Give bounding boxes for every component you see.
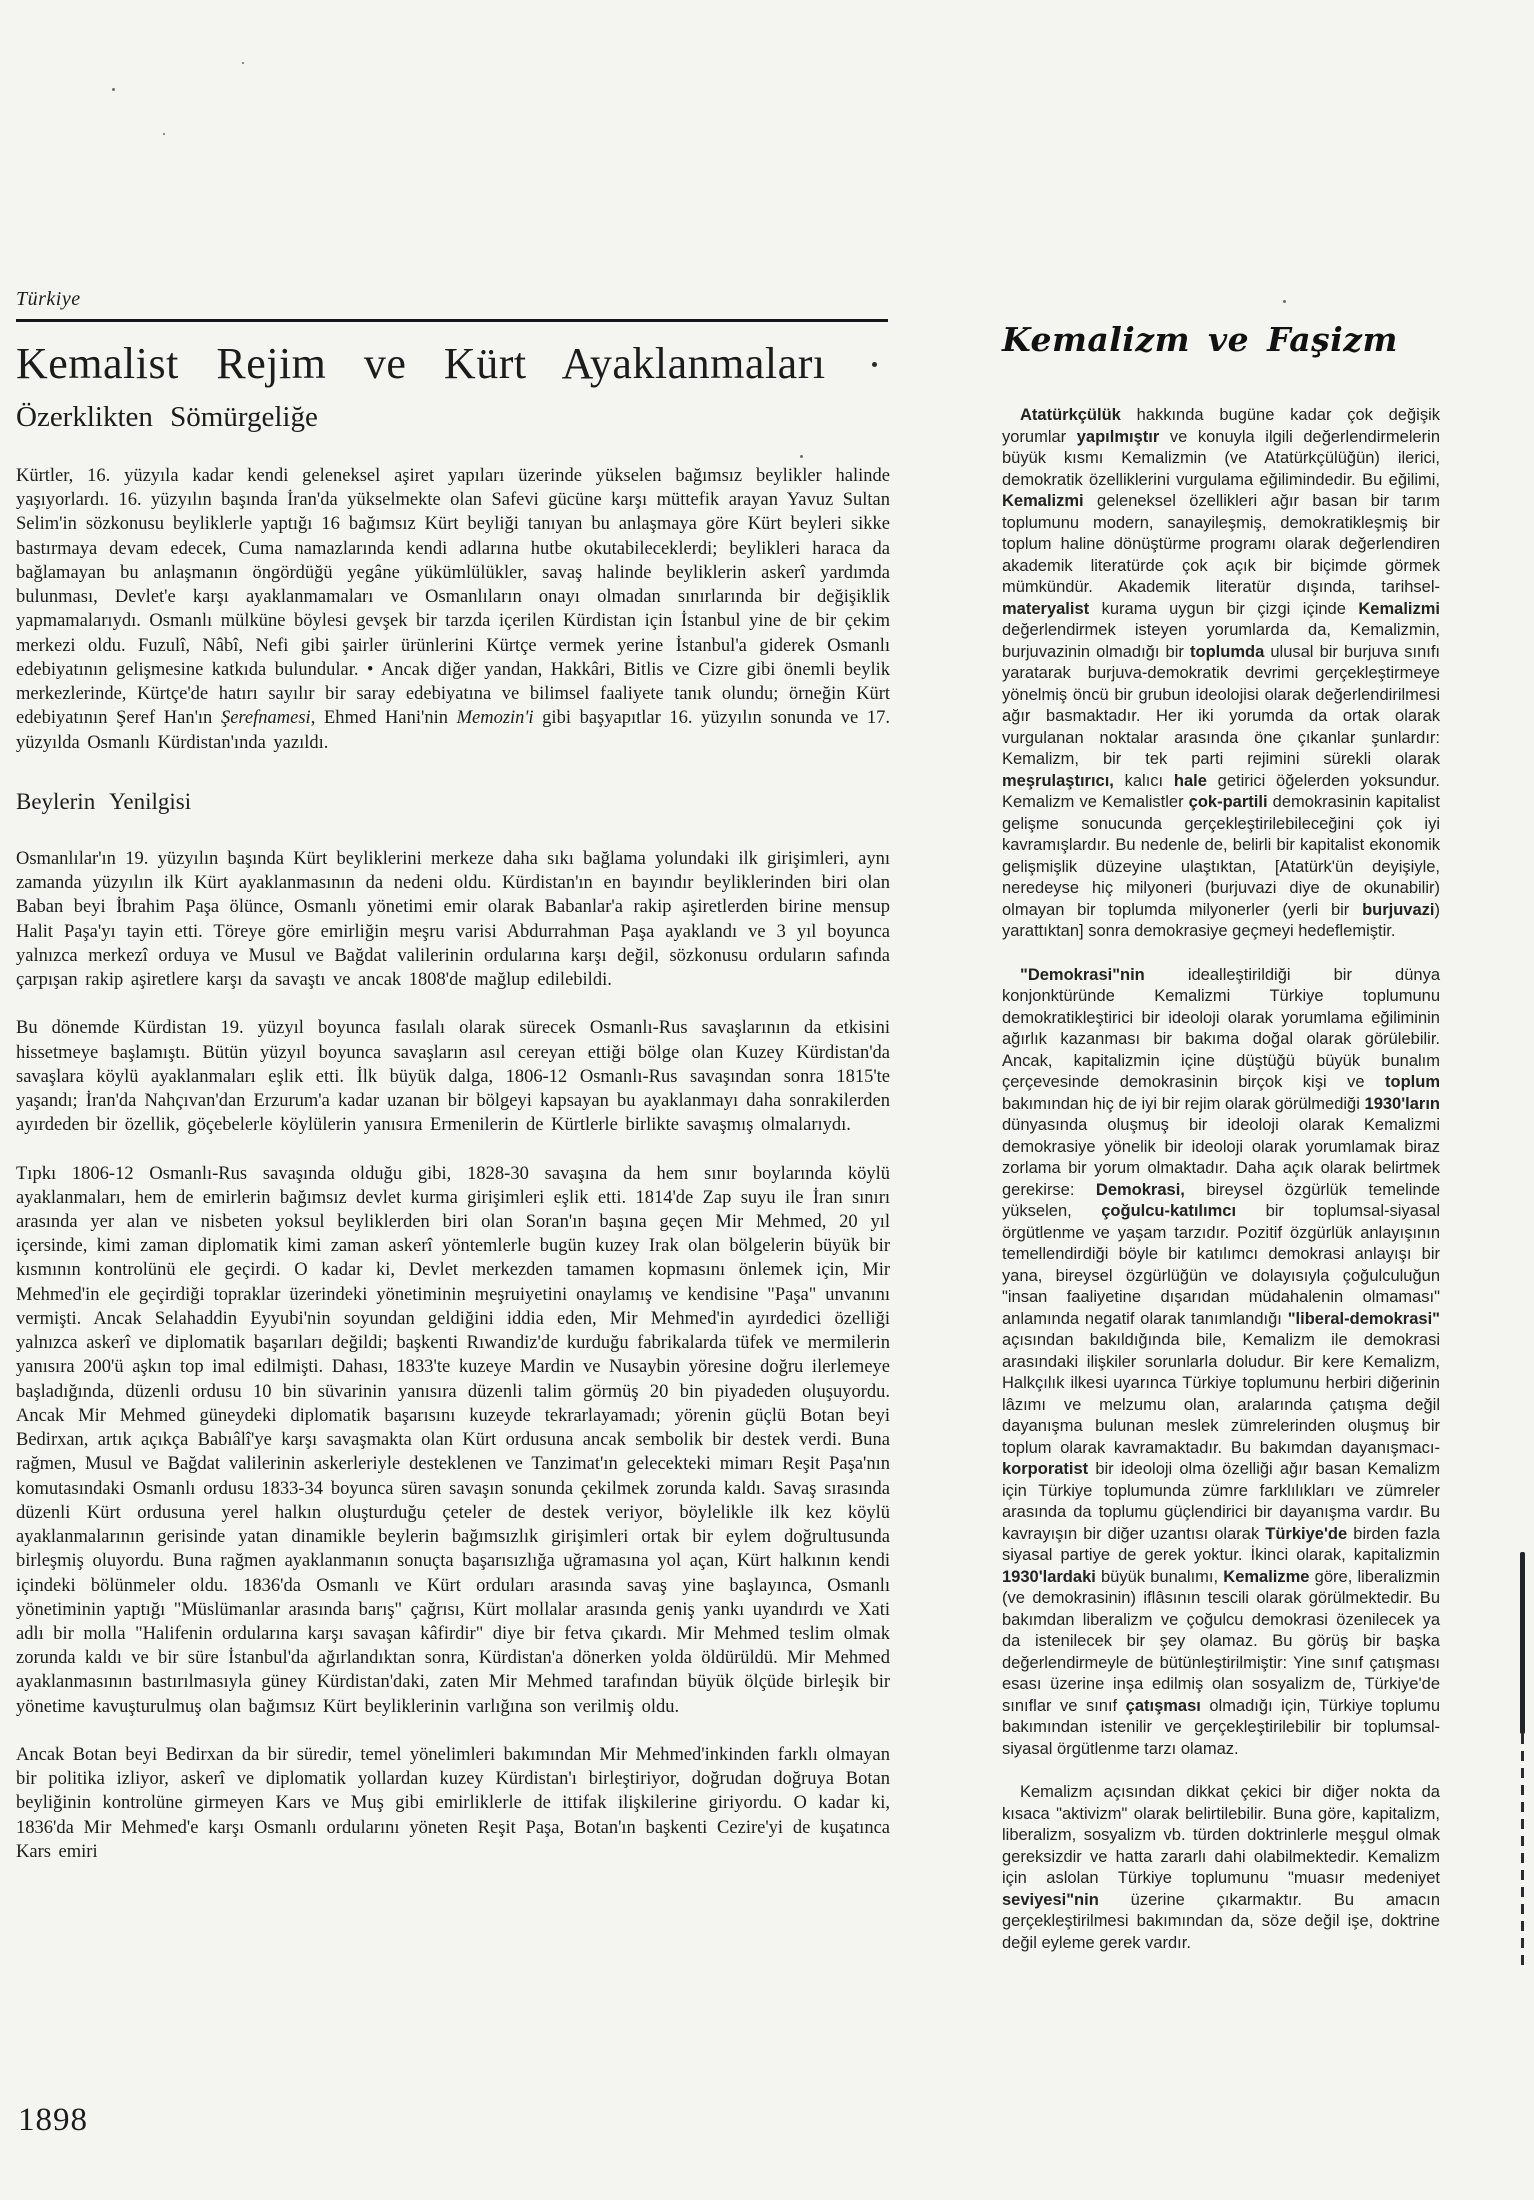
- text-segment: Atatürkçülük: [1020, 406, 1121, 424]
- text-segment: toplumda: [1190, 642, 1265, 661]
- text-segment: demokrasinin kapitalist gelişme sonucunda gerçekleştirilebileceğini çok iyi kavramışlardır. Bu nedenle de, belirli bir kapitalist ekonomik gelişmişlik düzeyine ulaştıktan, [Atatürk'ün deyişiyle, neredeyse hiç milyoneri (burjuvazi diye de okunabilir) olmayan bir toplumda milyonerler (yerli bir: [1002, 793, 1440, 919]
- article-body: [16, 464, 890, 1864]
- text-segment: üzerine çıkarmaktır. Bu amacın gerçekleştirilmesi bakımından da, söze değil işe, doktrine değil eyleme gerek vardır.: [1002, 1890, 1440, 1952]
- text-segment: birden fazla siyasal partiye de gerek yoktur. İkinci olarak, kapitalizmin: [1002, 1524, 1440, 1564]
- text-segment: hale: [1173, 771, 1207, 790]
- text-segment: gibi başyapıtlar 16. yüzyılın sonunda ve 17. yüzyılda Osmanlı Kürdistan'ında yazıldı.: [16, 708, 890, 753]
- article-paragraph: [16, 1743, 890, 1864]
- text-segment: geleneksel özellikleri ağır basan bir tarım toplumunu modern, sanayileşmiş, demokratikleşmiş bir toplum haline dönüştürme programı olarak değerlendiren akademik literatürde çok açık bir biçimde görmek mümkündür. Akademik literatür dışında, tarihsel-: [1002, 492, 1440, 596]
- text-segment: "liberal-demokrasi": [1287, 1309, 1440, 1328]
- text-segment: çoğulcu-katılımcı: [1101, 1202, 1237, 1220]
- text-segment: bir toplumsal-siyasal örgütlenme ve yaşam tarzıdır. Pozitif özgürlük anlayışının temellendirdiği böyle bir katılımcı demokrasi anlayışı bir yana, bireysel özgürlüğün ve dolayısıyla çoğulculuğun "insan faaliyetine dışarıdan müdahalenin olmaması" anlamında negatif olarak tanımlandığı: [1002, 1202, 1440, 1328]
- sidebar-article: [1002, 320, 1440, 1976]
- text-segment: çatışması: [1125, 1696, 1201, 1715]
- text-segment: 1930'lardaki: [1002, 1567, 1096, 1586]
- text-segment: materyalist: [1002, 599, 1090, 618]
- scan-speck: [800, 455, 803, 458]
- text-segment: hakkında bugüne kadar çok değişik yorumlar: [1002, 406, 1440, 446]
- sidebar-paragraph: [1002, 1782, 1440, 1954]
- scan-speck: [112, 88, 115, 91]
- text-segment: Bu dönemde Kürdistan 19. yüzyıl boyunca fasılalı olarak sürecek Osmanlı-Rus savaşlarının da etkisini hissetmeye başlamıştı. Bütün yüzyıl boyunca savaşların asıl cereyan ettiği bölge olan Kuzey Kürdistan'da savaşlara köylü ayaklanmaları eşlik etti. İlk büyük dalga, 1806-12 Osmanlı-Rus savaşından sonra 1815'te yaşandı; İran'da Nahçıvan'dan Erzurum'a kadar uzanan bir bölgeyi kapsayan bu ayaklanmayı daha sonrakilerden ayırdeden bir özellik, göçebelerle köylülerin yanısıra Ermenilerin de Kürtlerle birlikte savaşmış olmalarıydı.: [16, 1018, 890, 1136]
- sidebar-body: [1002, 405, 1440, 1954]
- sidebar-paragraph: [1002, 405, 1440, 943]
- text-segment: Kemalizmi: [1002, 492, 1084, 510]
- text-segment: getirici öğelerden yoksundur. Kemalizm ve Kemalistler: [1002, 771, 1440, 811]
- text-segment: seviyesi"nin: [1002, 1890, 1099, 1909]
- text-segment: Türkiye'de: [1265, 1524, 1348, 1543]
- page-number: 1898: [18, 2102, 88, 2138]
- text-segment: bir ideoloji olma özelliği ağır basan Kemalizm için Türkiye toplumunda zümre farklılıkları ve zümreler arasında da toplumu güçlendirici bir dayanışma vardır. Bu kavrayışın bir diğer uzantısı olarak: [1002, 1460, 1440, 1543]
- text-segment: değerlendirmek isteyen yorumlarda da, Kemalizmin, burjuvazinin olmadığı bir: [1002, 621, 1440, 661]
- text-segment: Şerefnamesi: [220, 708, 311, 729]
- text-segment: büyük bunalımı,: [1095, 1567, 1224, 1586]
- text-segment: dünyasında oluşmuş bir ideoloji olarak Kemalizmi demokrasiye yönelik bir ideoloji olarak yorumlamak biraz zorlama bir yorum olmaktadır. Daha açık olarak belirtmek gerekirse:: [1002, 1116, 1440, 1199]
- scan-artifact-dashes: [1521, 1734, 1524, 1972]
- text-segment: korporatist: [1002, 1460, 1089, 1478]
- main-article: [16, 288, 890, 1888]
- text-segment: kalıcı: [1113, 771, 1174, 790]
- text-segment: kurama uygun bir çizgi içinde: [1089, 599, 1359, 618]
- text-segment: burjuvazi: [1362, 900, 1435, 919]
- text-segment: 1930'ların: [1364, 1094, 1440, 1113]
- article-paragraph: [16, 1162, 890, 1719]
- text-segment: yapılmıştır: [1076, 427, 1160, 446]
- text-segment: meşrulaştırıcı,: [1002, 771, 1114, 790]
- text-segment: Kürtler, 16. yüzyıla kadar kendi geleneksel aşiret yapıları üzerinde yükselen bağımsız beylikler halinde yaşıyorlardı. 16. yüzyılın başında İran'da yükselmekte olan Safevi gücüne karşı müttefik arayan Yavuz Sultan Selim'in sözkonusu beyliklerle yaptığı 16 bağımsız Kürt beyliği tanıyan bu anlaşmaya göre Kürt beyleri sikke bastırmaya devam edecek, Cuma namazlarında kendi adlarına hutbe okutabileceklerdi; beylikleri haraca da bağlamayan bu anlaşmanın öngördüğü yegâne yükümlülükler, savaş halinde beyliklerin askerî yardımda bulunması, Devlet'e karşı ayaklanmamaları ve Osmanlıların onayı olmadan sınırlarında bir değişiklik yapmamalarıydı. Osmanlı mülküne böylesi gevşek bir tarzda içerilen Kürdistan için İstanbul yine de bir çekim merkezi oldu. Fuzulî, Nâbî, Nefi gibi şairler ürünlerini Kürtçe vermek yerine İstanbul'a giderek Osmanlı edebiyatının gelişmesine katkıda bulundular. • Ancak diğer yandan, Hakkâri, Bitlis ve Cizre gibi önemli beylik merkezlerinde, Kürtçe'de hatırı sayılır bir saray edebiyatına ve bilimsel faaliyete tanık olundu; örneğin Kürt edebiyatının Şeref Han'ın: [16, 466, 890, 729]
- scan-speck: [242, 62, 244, 64]
- article-paragraph: [16, 464, 890, 755]
- sidebar-heading: Kemalizm ve Faşizm: [1002, 320, 1398, 359]
- text-segment: Kemalizme: [1223, 1567, 1310, 1586]
- text-segment: Kemalizm açısından dikkat çekici bir diğer nokta da kısaca "aktivizm" olarak belirtilebilir. Buna göre, kapitalizm, liberalizm, sosyalizm vb. türden doktrinlerle meşgul olmak gereksizdir ve hatta zararlı dahi olabilmektedir. Kemalizm için aslolan Türkiye toplumunu "muasır medeniyet: [1002, 1783, 1440, 1887]
- text-segment: çok-partili: [1188, 793, 1268, 811]
- text-segment: "Demokrasi"nin: [1020, 965, 1145, 984]
- text-segment: göre, liberalizmin (ve demokrasinin) iflâsının tescili olarak görülmektedir. Bu bakımdan liberalizm ve çoğulcu demokrasi özenilecek ya da istenilecek bir şey olamaz. Bu görüş bir başka değerlendirmeyle de bütünleştirilmiştir: Yine sınıf çatışması esası üzerine inşa edilmiş olan sosyalizm de, Türkiye'de sınıflar ve sınıf: [1002, 1567, 1440, 1715]
- text-segment: Tıpkı 1806-12 Osmanlı-Rus savaşında olduğu gibi, 1828-30 savaşına da hem sınır boylarında köylü ayaklanmaları, hem de emirlerin bağımsız devlet kurma girişimleri eşlik etti. 1814'de Zap suyu ile İran sınırı arasında yer alan ve nisbeten yoksul beyliklerden biri olan Soran'ın başına geçen Mir Mehmed, 20 yıl içersinde, kimi zaman diplomatik kimi zaman askerî yöntemlerle bugün kuzey Irak olan bölgelerin büyük bir kısmının kontrolünü ele geçirdi. O kadar ki, Devlet merkezden tamamen kopmasını önlemek için, Mir Mehmed'in ele geçirdiği topraklar üzerindeki yönetiminin meşruiyetini onaylamış ve kendisine "Paşa" unvanını vermişti. Ancak Selahaddin Eyyubi'nin soyundan geldiğini iddia eden, Mir Mehmed'in ayırdedici özelliği yalnızca askerî ve diplomatik başarıları değildi; başkenti Rıwandiz'de kurduğu fabrikalarda tüfek ve mermilerin yanısıra 200'ü aşkın top imal edilmişti. Dahası, 1833'te kuzeye Mardin ve Nusaybin yöresine doğru ilerlemeye başladığında, düzenli ordusu 10 bin süvarinin yanısıra düzenli talim görmüş 20 bin piyadeden oluşuyordu. Ancak Mir Mehmed güneydeki diplomatik başarısını kuzeyde tekrarlayamadı; yörenin güçlü Botan beyi Bedirxan, artık açıkça Babıâlî'ye karşı savaşmakta olan Kürt ordusuna ancak sembolik bir destek verdi. Buna rağmen, Musul ve Bağdat valilerinin askerleriyle desteklenen ve Tanzimat'ın gelecekteki mimarı Reşit Paşa'nın komutasındaki Osmanlı ordusu 1833-34 boyunca süren savaşın sonunda çekilmek zorunda kaldı. Savaş sırasında düzenli Kürt ordusuna yerel halkın oluşturduğu çeteler de destek veriyor, böylelikle ilk kez köylü ayaklanmalarının gerisinde yatan dinamikle beylerin bağımsızlık girişimleri ortak bir eylem doğrultusunda birleşmiş oluyordu. Buna rağmen ayaklanmanın sonuçta başarısızlığa uğramasına yol açan, Kürt halkının kendi içindeki bölünmeler oldu. 1836'da Osmanlı ve Kürt orduları arasında savaş yine başlayınca, Osmanlı yönetiminin yaptığı "Müslümanlar arasında barış" çağrısı, Kürt mollalar arasında geniş yankı uyandırdı ve Xati adlı bir molla "Halifenin ordularına karşı savaşan kâfirdir" diye bir fetva çıkardı. Mir Mehmed teslim olmak zorunda kaldı ve bir süre İstanbul'da ağırlandıktan sonra, Kürdistan'a dönerken yolda öldürüldü. Mir Mehmed ayaklanmasının bastırılmasıyla güney Kürdistan'daki, zaten Mir Mehmed tarafından büyük ölçüde birleşik bir yönetime kavuşturulmuş olan bağımsız Kürt beyliklerinin varlığına son verilmiş oldu.: [16, 1163, 890, 1717]
- article-subtitle: Özerklikten Sömürgeliğe: [16, 401, 318, 433]
- text-segment: bakımından hiç de iyi bir rejim olarak görülmediği: [1002, 1094, 1365, 1113]
- scan-speck: [872, 362, 877, 367]
- text-segment: toplum: [1385, 1073, 1440, 1091]
- text-segment: Osmanlılar'ın 19. yüzyılın başında Kürt beyliklerini merkeze daha sıkı bağlama yolundaki ilk girişimleri, aynı zamanda yüzyılın ilk Kürt ayaklanmasının da nedeni oldu. Kürdistan'ın en bayındır beyliklerinden biri olan Baban beyi İbrahim Paşa ölünce, Osmanlı yönetimi emir olarak Babanlar'a rakip aşiretlerden birine mensup Halit Paşa'yı tayin etti. Töreye göre emirliğin meşru varisi Abdurrahman Paşa ayaklandı ve 3 yıl boyunca yalnızca merkezî orduya ve Musul ve Bağdat valilerinin ordularına karşı değil, sözkonusu orduların safında çarpışan rakip aşiretlere karşı da savaştı ve ancak 1808'de mağlup edilebildi.: [16, 848, 890, 991]
- text-segment: ve konuyla ilgili değerlendirmelerin büyük kısmı Kemalizmin (ve Atatürkçülüğün) ilerici, demokratik özelliklerini vurgulama eğilimindedir. Bu eğilimi,: [1002, 427, 1440, 489]
- section-heading: Beylerin Yenilgisi: [16, 788, 192, 814]
- section-label: Türkiye: [16, 288, 81, 310]
- article-title: Kemalist Rejim ve Kürt Ayaklanmaları: [16, 339, 826, 388]
- text-segment: olmadığı için, Türkiye toplumu bakımından istenilir ve gerçekleştirilebilir bir toplumsal-siyasal örgütlenme tarzı olamaz.: [1002, 1696, 1440, 1758]
- text-segment: Demokrasi,: [1095, 1180, 1185, 1199]
- text-segment: , Ehmed Hani'nin: [310, 708, 457, 729]
- sidebar-paragraph: [1002, 965, 1440, 1761]
- text-segment: ulusal bir burjuva sınıfı yaratarak burjuva-demokratik devrimi gerçekleştirmeye yönelmiş öncü bir grubun ideolojisi olarak değerlendirilmesi ağır basmaktadır. Her iki yorumda da ortak olarak vurgulanan noktalar arasında öne çıkanlar şunlardır: Kemalizm, bir tek parti rejimini sürekli olarak: [1002, 642, 1440, 768]
- text-segment: idealleştirildiği bir dünya konjonktüründe Kemalizmi Türkiye toplumunu demokratikleştirici bir ideoloji olarak yorumlama eğiliminin ağırlık kazanması bir bakıma doğal olarak görülebilir. Ancak, kapitalizmin içine düştüğü büyük bunalım çerçevesinde demokrasinin birçok kişi ve: [1002, 965, 1440, 1091]
- header-rule: [16, 319, 888, 322]
- scan-speck: [1283, 300, 1286, 303]
- text-segment: bireysel özgürlük temelinde yükselen,: [1002, 1180, 1440, 1220]
- scan-artifact-line: [1520, 1552, 1525, 1734]
- text-segment: Memozin'i: [456, 708, 534, 729]
- article-paragraph: [16, 1016, 890, 1137]
- text-segment: açısından bakıldığında bile, Kemalizm ile demokrasi arasındaki ilişkiler sorunlarla doludur. Bir kere Kemalizm, Halkçılık ilkesi uyarınca Türkiye toplumunu herbiri diğerinin lâzımı ve melzumu olan, aralarında çatışma değil dayanışma bulunan meslek zümrelerinden oluşmuş bir toplum olarak kavramaktadır. Bu bakımdan dayanışmacı-: [1002, 1331, 1440, 1457]
- scan-speck: [163, 133, 165, 135]
- text-segment: ) yarattıktan] sonra demokrasiye geçmeyi hedeflemiştir.: [1002, 900, 1440, 940]
- text-segment: Kemalizmi: [1358, 599, 1440, 618]
- text-segment: Ancak Botan beyi Bedirxan da bir süredir, temel yönelimleri bakımından Mir Mehmed'inkinden farklı olmayan bir politika izliyor, askerî ve diplomatik yollardan kuzey Kürdistan'ı birleştiriyor, doğrudan doğruya Botan beyliğinin kontrolüne girmeyen Kars ve Muş gibi emirliklerle de ittifak ilişkilerine giriyordu. O kadar ki, 1836'da Mir Mehmed'e karşı Osmanlı ordularını yöneten Reşit Paşa, Botan'ın başkenti Cezire'yi de kuşatınca Kars emiri: [16, 1744, 890, 1862]
- article-paragraph: [16, 847, 890, 992]
